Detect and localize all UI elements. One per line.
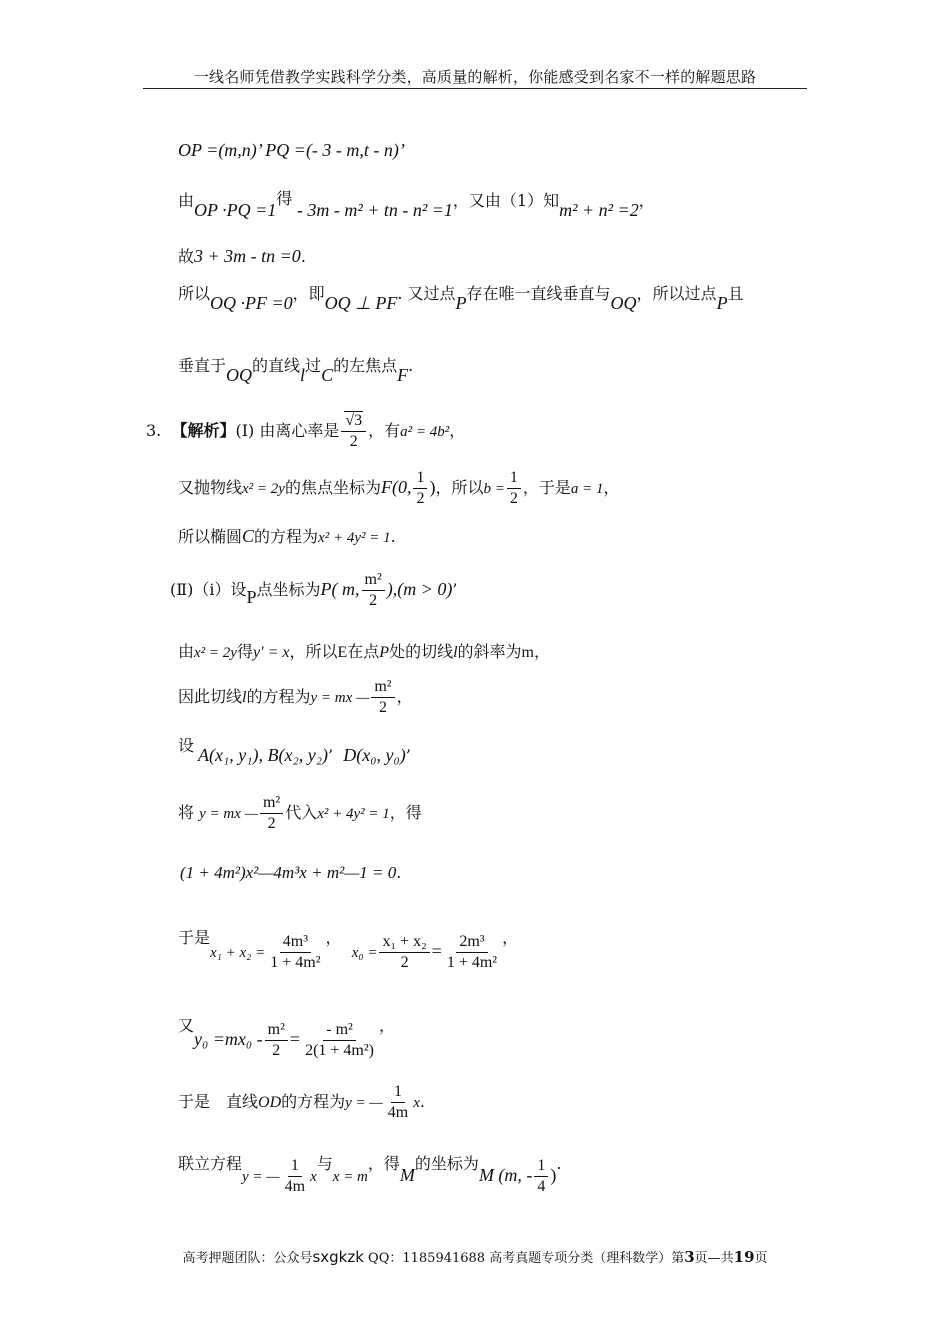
text: 的直线 bbox=[252, 356, 301, 375]
denominator: 1 + 4m² bbox=[270, 954, 321, 971]
text: 所以椭圆 bbox=[178, 527, 243, 546]
formula: x bbox=[310, 1169, 317, 1185]
vector-expr: OP =(m,n)’ PQ =(- 3 - m,t - n)’ bbox=[178, 140, 405, 160]
text: 的方程为 bbox=[281, 1092, 346, 1111]
denominator: 4 bbox=[537, 1178, 546, 1195]
text: ，即 bbox=[292, 284, 325, 303]
text: 由 bbox=[178, 191, 195, 210]
fraction bbox=[260, 795, 283, 832]
denominator: 2 bbox=[272, 1042, 281, 1059]
fraction bbox=[379, 934, 429, 971]
line-part-two bbox=[170, 572, 458, 609]
line-points-setup bbox=[178, 738, 194, 754]
fraction bbox=[534, 1158, 548, 1195]
formula: y = mx — bbox=[310, 690, 370, 706]
text: (Ⅰ) 由离心率是 bbox=[235, 421, 340, 440]
formula: 3 + 3m - tn =0 bbox=[194, 246, 301, 266]
text: 代入 bbox=[285, 803, 318, 822]
page-footer bbox=[0, 1247, 950, 1266]
formula: x² = 2y bbox=[242, 481, 285, 497]
formula: x bbox=[413, 1095, 420, 1111]
denominator: 4m bbox=[387, 1104, 409, 1121]
text: 联立方程 bbox=[178, 1154, 243, 1173]
numerator: m² bbox=[371, 679, 394, 698]
text: 于是 直线 bbox=[178, 1092, 259, 1111]
formula: b = bbox=[483, 481, 505, 497]
formula: x₀ = bbox=[351, 945, 378, 961]
denominator: 1 + 4m² bbox=[446, 954, 498, 971]
denominator: 2 bbox=[369, 592, 378, 609]
formula: x² + 4y² = 1 bbox=[318, 530, 391, 546]
text: . bbox=[419, 1092, 425, 1111]
section-number: 3. bbox=[146, 421, 162, 440]
formula: x₁ + x₂ = bbox=[210, 945, 266, 961]
formula: OQ ·PF =0 bbox=[210, 293, 293, 313]
formula: = bbox=[431, 941, 442, 961]
formula: P bbox=[716, 293, 728, 313]
footer-text: 页 bbox=[754, 1251, 768, 1266]
numerator: 4m³ bbox=[280, 934, 311, 953]
line-tangent-slope bbox=[178, 644, 550, 661]
text: ，于是 bbox=[522, 478, 571, 497]
text: . bbox=[396, 863, 402, 882]
text: 设 bbox=[178, 736, 195, 755]
line-vieta bbox=[178, 920, 519, 971]
formula: A(x₁, y₁), B(x₂, y₂) bbox=[198, 745, 328, 765]
text: ， bbox=[638, 191, 655, 210]
text: ，所以 bbox=[435, 478, 484, 497]
text: 的焦点坐标为 bbox=[284, 478, 381, 497]
formula: E bbox=[337, 644, 348, 661]
line-point-m bbox=[178, 1146, 562, 1195]
text: ，所以过点 bbox=[636, 284, 717, 303]
page-total: 19 bbox=[733, 1248, 755, 1266]
text: ，又由（1）知 bbox=[452, 191, 560, 210]
formula: x = m bbox=[332, 1169, 368, 1185]
numerator: m² bbox=[362, 572, 385, 591]
text: 的斜率为 bbox=[457, 642, 522, 661]
line-ellipse-equation bbox=[178, 527, 396, 546]
numerator: m² bbox=[260, 795, 283, 814]
fraction bbox=[265, 1022, 288, 1059]
text: 且 bbox=[727, 284, 744, 303]
line-points-formula bbox=[198, 746, 411, 764]
text: 点坐标为 bbox=[256, 580, 321, 599]
line-op-pq bbox=[178, 141, 405, 159]
formula: P bbox=[379, 644, 390, 661]
numerator: 1 bbox=[391, 1084, 405, 1103]
text: ，得 bbox=[389, 803, 422, 822]
formula: ) bbox=[429, 477, 436, 497]
formula: P( m, bbox=[320, 579, 360, 599]
line-quadratic bbox=[180, 864, 401, 881]
fraction bbox=[302, 1022, 377, 1059]
footer-brand: sxgkzk bbox=[312, 1248, 364, 1266]
formula: y₀ =mx₀ - bbox=[194, 1029, 263, 1049]
header-rule bbox=[143, 88, 807, 89]
formula: m bbox=[521, 644, 534, 661]
fraction bbox=[444, 934, 500, 971]
text: 的方程为 bbox=[254, 527, 319, 546]
numerator: 1 bbox=[534, 1158, 548, 1177]
text: 的坐标为 bbox=[414, 1154, 479, 1173]
text: ’ bbox=[452, 580, 458, 599]
text: ，有 bbox=[368, 421, 401, 440]
text: 由 bbox=[178, 642, 195, 661]
text: 故 bbox=[178, 247, 195, 266]
denominator: 2 bbox=[349, 433, 358, 450]
formula: - 3m - m² + tn - n² =1 bbox=[292, 200, 453, 220]
numerator: 1 bbox=[507, 470, 521, 489]
fraction bbox=[385, 1084, 411, 1121]
denominator: 2(1 + 4m²) bbox=[305, 1042, 374, 1059]
fraction bbox=[507, 470, 521, 507]
formula: y = — bbox=[345, 1095, 383, 1111]
line-od-equation bbox=[178, 1084, 425, 1121]
text: 又 bbox=[178, 1016, 195, 1035]
formula: a² = 4b² bbox=[400, 424, 450, 440]
denominator: 2 bbox=[267, 815, 276, 832]
text: ， bbox=[502, 928, 519, 947]
fraction bbox=[362, 572, 385, 609]
formula: ),(m > 0) bbox=[386, 579, 453, 599]
formula: x² = 2y bbox=[194, 645, 237, 661]
footer-text: 高考押题团队：公众号 bbox=[182, 1251, 313, 1266]
text: . bbox=[390, 527, 396, 546]
numerator: x₁ + x₂ bbox=[379, 934, 429, 953]
page-header: 一线名师凭借教学实践科学分类，高质量的解析，你能感受到名家不一样的解题思路 bbox=[193, 68, 757, 86]
formula: x² + 4y² = 1 bbox=[317, 806, 390, 822]
text: 在点 bbox=[347, 642, 380, 661]
text: ’ bbox=[405, 746, 411, 765]
text: ，得 bbox=[367, 1154, 400, 1173]
denominator: 4m bbox=[284, 1178, 306, 1195]
numerator: √3 bbox=[345, 412, 363, 429]
text: 又抛物线 bbox=[178, 478, 243, 497]
line-therefore bbox=[178, 247, 306, 265]
formula: OQ bbox=[226, 365, 253, 385]
formula: F(0, bbox=[380, 477, 412, 497]
text: 得 bbox=[276, 189, 293, 208]
footer-text: QQ：1185941688 高考真题专项分类（理科数学）第 bbox=[363, 1251, 685, 1266]
text: 垂直于 bbox=[178, 356, 227, 375]
formula: (1 + 4m²)x²—4m³x + m²—1 = 0 bbox=[180, 863, 397, 882]
text: 因此切线 bbox=[178, 687, 243, 706]
text: ’ bbox=[327, 746, 334, 765]
fraction bbox=[341, 413, 366, 450]
formula: P bbox=[455, 293, 467, 313]
text: 的方程为 bbox=[246, 687, 311, 706]
text: . bbox=[408, 356, 414, 375]
text: . bbox=[300, 247, 306, 266]
formula: m² + n² =2 bbox=[559, 200, 639, 220]
fraction bbox=[413, 470, 427, 507]
formula: C bbox=[242, 526, 255, 546]
formula: P bbox=[246, 587, 257, 607]
fraction bbox=[267, 934, 323, 971]
denominator: 2 bbox=[509, 490, 518, 507]
formula: OP ·PQ =1 bbox=[194, 200, 277, 220]
text: 所以 bbox=[178, 284, 211, 303]
denominator: 2 bbox=[416, 490, 425, 507]
text: ， bbox=[603, 478, 620, 497]
section-3-heading bbox=[146, 413, 465, 450]
formula: l bbox=[453, 644, 458, 661]
line-perpendicular bbox=[178, 284, 744, 313]
fraction bbox=[282, 1158, 308, 1195]
formula: M (m, - bbox=[478, 1165, 533, 1185]
footer-text: 页—共 bbox=[694, 1251, 734, 1266]
line-left-focus bbox=[178, 356, 414, 385]
formula: OD bbox=[258, 1094, 282, 1111]
text: ， bbox=[449, 421, 466, 440]
text: ， bbox=[396, 687, 413, 706]
section-label: 【解析】 bbox=[171, 421, 236, 440]
formula: ) bbox=[550, 1165, 557, 1185]
formula: y′ = x bbox=[252, 644, 290, 661]
formula: y = mx — bbox=[199, 806, 258, 822]
formula: a = 1 bbox=[570, 481, 604, 497]
text: ，所以 bbox=[289, 642, 338, 661]
text: (Ⅱ)（i）设 bbox=[170, 580, 247, 599]
text: ， bbox=[534, 642, 551, 661]
line-substitute bbox=[178, 795, 422, 832]
text: 将 bbox=[178, 803, 195, 822]
formula: = bbox=[289, 1029, 301, 1049]
text: . 又过点 bbox=[397, 284, 456, 303]
text: . bbox=[556, 1154, 562, 1173]
line-y0 bbox=[178, 1008, 395, 1059]
denominator: 2 bbox=[378, 699, 387, 716]
numerator: 1 bbox=[413, 470, 427, 489]
text: ， bbox=[378, 1016, 395, 1035]
text: 的左焦点 bbox=[333, 356, 398, 375]
text: 处的切线 bbox=[389, 642, 454, 661]
text: ， bbox=[325, 928, 342, 947]
text: 得 bbox=[236, 642, 253, 661]
text: 存在唯一直线垂直与 bbox=[466, 284, 611, 303]
numerator: 2m³ bbox=[456, 934, 487, 953]
numerator: - m² bbox=[323, 1022, 356, 1041]
line-dot-product bbox=[178, 189, 655, 220]
fraction bbox=[371, 679, 394, 716]
formula: l bbox=[300, 365, 306, 385]
numerator: m² bbox=[265, 1022, 288, 1041]
text: 于是 bbox=[178, 928, 211, 947]
line-parabola bbox=[178, 470, 620, 507]
numerator: 1 bbox=[288, 1158, 302, 1177]
formula: M bbox=[399, 1165, 415, 1185]
line-tangent-equation bbox=[178, 679, 413, 716]
formula: F bbox=[397, 365, 409, 385]
formula: y = — bbox=[242, 1169, 280, 1185]
text: 与 bbox=[316, 1154, 333, 1173]
formula: OQ bbox=[610, 293, 637, 313]
formula: C bbox=[321, 365, 334, 385]
formula: D(x₀, y₀) bbox=[343, 745, 406, 765]
denominator: 2 bbox=[400, 954, 409, 971]
formula: l bbox=[242, 689, 247, 706]
formula: OQ ⊥ PF bbox=[324, 293, 398, 313]
text: 过 bbox=[305, 356, 322, 375]
page-number: 3 bbox=[684, 1248, 695, 1266]
